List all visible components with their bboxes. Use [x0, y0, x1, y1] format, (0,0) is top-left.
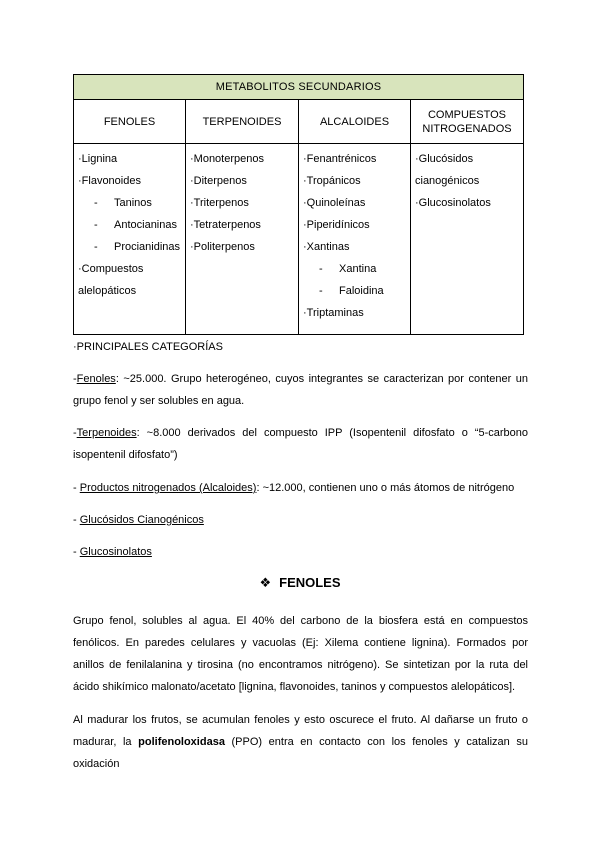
list-item: ·Monoterpenos	[190, 153, 264, 165]
list-item: ·Quinoleínas	[303, 197, 366, 209]
list-item: ·Fenantrénicos	[303, 153, 377, 165]
sub-item: - Xantina	[319, 263, 377, 275]
category-terpenoides: -Terpenoides: ~8.000 derivados del compuesto IPP (Isopentenil difosfato o “5-carbono isopentenil difosfato”)	[73, 427, 528, 461]
paragraph-fenoles-2: Al madurar los frutos, se acumulan fenoles y esto oscurece el fruto. Al dañarse un fruto o madurar, la polifenoloxidasa (PPO) entra en contacto con los fenoles y catalizan su oxidación	[73, 714, 528, 770]
cell-terpenoides	[186, 144, 299, 335]
header-fenoles: FENOLES	[74, 100, 186, 144]
list-item: ·Diterpenos	[190, 175, 247, 187]
sub-item: - Faloidina	[319, 285, 384, 297]
list-item: ·Triptaminas	[303, 307, 364, 319]
list-item: ·Politerpenos	[190, 241, 255, 253]
list-item: ·Xantinas	[303, 241, 350, 253]
cell-alcaloides	[299, 144, 411, 335]
diamond-bullet-icon: ❖	[259, 575, 272, 590]
section-heading: ❖ FENOLES	[259, 575, 341, 590]
metabolites-table	[73, 74, 524, 335]
list-item: ·Compuestos	[78, 263, 144, 275]
sub-item: - Procianidinas	[94, 241, 181, 253]
sub-item: - Antocianinas	[94, 219, 177, 231]
list-item: cianogénicos	[415, 175, 480, 187]
cell-fenoles	[74, 144, 186, 335]
list-item: ·Glucósidos	[415, 153, 474, 165]
header-terpenoides: TERPENOIDES	[186, 100, 299, 144]
header-nitrogenados: COMPUESTOS NITROGENADOS	[411, 100, 524, 144]
list-item: alelopáticos	[78, 285, 137, 297]
category-nitrogenados: - Productos nitrogenados (Alcaloides): ~12.000, contienen uno o más átomos de nitrógeno	[73, 482, 515, 494]
list-item: ·Triterpenos	[190, 197, 249, 209]
cell-nitrogenados	[411, 144, 524, 335]
table-title: METABOLITOS SECUNDARIOS	[74, 75, 524, 100]
category-label: Terpenoides	[76, 427, 137, 439]
category-label: Fenoles	[76, 373, 116, 385]
category-fenoles: -Fenoles: ~25.000. Grupo heterogéneo, cuyos integrantes se caracterizan por contener un grupo fenol y ser solubles en agua.	[73, 373, 528, 407]
category-label: Glucosinolatos	[79, 546, 152, 558]
list-item: ·Lignina	[78, 153, 118, 165]
list-item: ·Piperidínicos	[303, 219, 370, 231]
list-item: ·Flavonoides	[78, 175, 141, 187]
category-glucosinolatos: - Glucosinolatos	[73, 546, 152, 558]
list-item: ·Tetraterpenos	[190, 219, 261, 231]
category-label: Productos nitrogenados (Alcaloides)	[79, 482, 257, 494]
sub-item: - Taninos	[94, 197, 152, 209]
list-item: ·Glucosinolatos	[415, 197, 491, 209]
categories-title: ·PRINCIPALES CATEGORÍAS	[73, 341, 223, 353]
paragraph-fenoles-1: Grupo fenol, solubles al agua. El 40% del carbono de la biosfera está en compuestos fenólicos. En paredes celulares y vacuolas (Ej: Xilema contiene lignina). Formados por anillos de fenilalanina y tirosina (no encontramos nitrógeno). Se sintetizan por la ruta del ácido shikímico malonato/acetato [lignina, flavonoides, taninos y compuestos alelopáticos].	[73, 615, 528, 693]
category-glucosidos: - Glucósidos Cianogénicos	[73, 514, 204, 526]
enzyme-name: polifenoloxidasa	[138, 736, 225, 748]
category-label: Glucósidos Cianogénicos	[79, 514, 204, 526]
header-alcaloides: ALCALOIDES	[299, 100, 411, 144]
list-item: ·Tropánicos	[303, 175, 361, 187]
